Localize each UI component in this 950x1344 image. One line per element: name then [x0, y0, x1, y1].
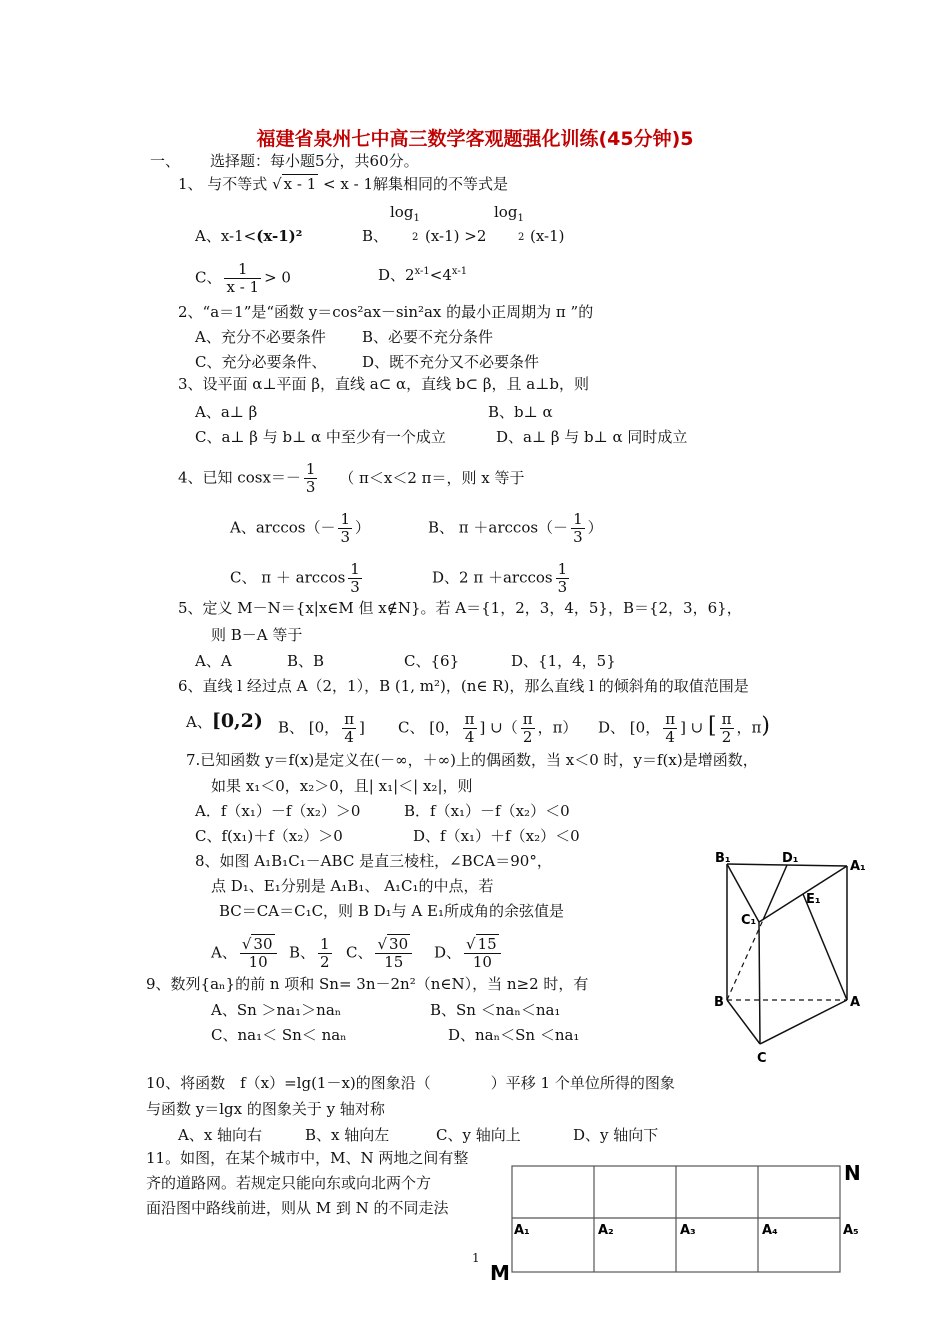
q9-option-c: C、na₁＜ Sn＜ naₙ — [211, 1026, 347, 1044]
q9-option-d: D、naₙ＜Sn ＜na₁ — [448, 1026, 580, 1044]
q9-option-a: A、Sn ＞na₁＞naₙ — [211, 1001, 342, 1019]
q8-option-b: B、 $\frac{1}{2}$ — [289, 935, 330, 971]
q1-log-base-1: 2 — [412, 232, 419, 243]
question-10-stem: 10、将函数 f（x）=lg(1－x)的图象沿（ ）平移 1 个单位所得的图象 — [146, 1074, 675, 1092]
label-m: M — [490, 1261, 510, 1285]
label-d1: D₁ — [782, 851, 799, 866]
q10-option-c: C、y 轴向上 — [436, 1126, 521, 1144]
q2-option-c: C、充分必要条件、 — [195, 353, 327, 371]
q5-option-d: D、{1，4，5} — [511, 652, 616, 670]
q10-option-b: B、x 轴向左 — [305, 1126, 390, 1144]
q5-option-c: C、{6} — [404, 652, 460, 670]
q2-option-b: B、必要不充分条件 — [362, 328, 494, 346]
question-4-stem: 4、已知 cosx＝－ $\frac{1}{3}$ （ π＜x＜2 π＝，则 x 等于 — [178, 460, 525, 496]
q1-option-a: A、x-1<(x-1)² — [195, 227, 303, 245]
q1-log-label-2: $\log_1$ — [494, 203, 524, 224]
q1-option-c: C、 $\frac{1}{x - 1}$ > 0 — [195, 260, 291, 296]
edge-c1-c — [759, 922, 760, 1044]
q8-option-d: D、 $\frac{√ 15}{10}$ — [434, 936, 504, 971]
q4-option-c: C、 π ＋ arccos $\frac{1}{3}$ — [230, 560, 360, 596]
q1-log-base-2: 2 — [518, 232, 525, 243]
q8-option-c: C、 $\frac{√ 30}{15}$ — [346, 936, 415, 971]
q7-option-a: A．f（x₁）－f（x₂）＞0 — [195, 802, 361, 820]
question-3-stem: 3、设平面 α⊥平面 β，直线 a⊂ α，直线 b⊂ β，且 a⊥b，则 — [178, 375, 589, 393]
question-5-stem: 5、定义 M－N＝{x|x∈M 但 x∉N}。若 A＝{1，2，3，4，5}，B＝{2，3，6}， — [178, 599, 742, 617]
question-11-line-3: 面沿图中路线前进，则从 M 到 N 的不同走法 — [146, 1199, 449, 1217]
label-a3-node: A₃ — [680, 1223, 696, 1238]
question-2-stem: 2、“a＝1”是“函数 y＝cos²ax－sin²ax 的最小正周期为 π ”的 — [178, 303, 594, 321]
q7-option-c: C、f(x₁)＋f（x₂）＞0 — [195, 827, 343, 845]
q5-option-a: A、A — [195, 652, 232, 670]
label-a: A — [850, 995, 861, 1010]
question-8-stem-2: 点 D₁、E₁分别是 A₁B₁、 A₁C₁的中点，若 — [211, 877, 494, 895]
section-number: 一、 — [150, 152, 181, 170]
label-a4-node: A₄ — [762, 1223, 778, 1238]
q2-option-a: A、充分不必要条件 — [195, 328, 326, 346]
label-a2-node: A₂ — [598, 1223, 614, 1238]
q6-option-b: B、 [0， $\frac{\pi}{4}$ ] — [278, 710, 365, 746]
question-8-stem: 8、如图 A₁B₁C₁－ABC 是直三棱柱，∠BCA＝90°， — [195, 852, 552, 870]
question-5-stem-2: 则 B－A 等于 — [211, 626, 303, 644]
question-8-stem-3: BC＝CA＝C₁C，则 B D₁与 A E₁所成角的余弦值是 — [219, 902, 564, 920]
q5-option-b: B、B — [287, 652, 325, 670]
q3-option-b: B、b⊥ α — [488, 403, 553, 421]
q8-option-a: A、 $\frac{√ 30}{10}$ — [211, 936, 280, 971]
hidden-segment-b-d1 — [727, 920, 763, 1000]
q1-option-d-log-arg: (x-1) — [530, 227, 565, 245]
q7-option-d: D、f（x₁）＋f（x₂）＜0 — [413, 827, 580, 845]
label-a5-node: A₅ — [843, 1223, 859, 1238]
q1-option-d: D、$2^{x-1}<4^{x-1}$ — [378, 266, 468, 284]
question-9-stem: 9、数列{aₙ}的前 n 项和 Sn= 3n－2n²（n∈N），当 n≥2 时，有 — [146, 975, 589, 993]
question-7-stem: 7.已知函数 y＝f(x)是定义在(－∞，＋∞)上的偶函数，当 x＜0 时，y＝f(x)是增函数， — [186, 751, 758, 769]
q1-option-b: B、 — [362, 227, 389, 245]
q6-option-d: D、 [0， $\frac{\pi}{4}$ ] ∪ [ $\frac{\pi}{2}$ ，π) — [598, 710, 770, 746]
page-number: 1 — [472, 1251, 480, 1265]
q10-option-a: A、x 轴向右 — [178, 1126, 263, 1144]
q3-option-c: C、a⊥ β 与 b⊥ α 中至少有一个成立 — [195, 428, 446, 446]
label-a1: A₁ — [850, 859, 866, 874]
question-6-stem: 6、直线 l 经过点 A（2，1），B (1, m²)，(n∈ R)，那么直线 l 的倾斜角的取值范围是 — [178, 677, 749, 695]
road-grid-figure — [480, 1150, 880, 1344]
label-c1: C₁ — [741, 913, 757, 928]
label-b: B — [714, 995, 724, 1010]
q4-option-d: D、2 π ＋arccos $\frac{1}{3}$ — [432, 560, 568, 596]
label-a1-node: A₁ — [514, 1223, 530, 1238]
edge-c-a — [760, 1000, 847, 1044]
q1-option-b-body: (x-1) >2 — [425, 227, 487, 245]
edge-b-c — [727, 1000, 760, 1044]
question-10-stem-2: 与函数 y＝lgx 的图象关于 y 轴对称 — [146, 1100, 385, 1118]
page-title: 福建省泉州七中高三数学客观题强化训练(45分钟)5 — [256, 128, 694, 150]
label-e1: E₁ — [806, 892, 821, 907]
section-heading: 选择题：每小题5分，共60分。 — [210, 152, 419, 170]
segment-e1-a — [803, 894, 847, 1000]
q7-option-b: B．f（x₁）－f（x₂）＜0 — [404, 802, 570, 820]
q3-option-d: D、a⊥ β 与 b⊥ α 同时成立 — [496, 428, 688, 446]
q2-option-d: D、既不充分又不必要条件 — [362, 353, 540, 371]
q6-option-c: C、 [0， $\frac{\pi}{4}$ ] ∪（ $\frac{\pi}{2}$ ，π） — [398, 710, 578, 746]
q6-option-a: A、[0,2) — [186, 710, 263, 732]
q9-option-b: B、Sn ＜naₙ＜na₁ — [430, 1001, 561, 1019]
prism-figure — [705, 848, 875, 1073]
label-c: C — [757, 1051, 767, 1066]
q4-option-b: B、 π ＋arccos（－ $\frac{1}{3}$ ） — [428, 510, 603, 546]
q3-option-a: A、a⊥ β — [195, 403, 258, 421]
q4-option-a: A、arccos（－ $\frac{1}{3}$ ） — [230, 510, 371, 546]
question-11-line-2: 齐的道路网。若规定只能向东或向北两个方 — [146, 1174, 432, 1192]
question-7-stem-2: 如果 x₁＜0，x₂＞0，且| x₁|＜| x₂|，则 — [211, 777, 473, 795]
label-b1: B₁ — [715, 851, 731, 866]
q1-log-label-1: $\log_1$ — [390, 203, 420, 224]
label-n: N — [844, 1161, 861, 1185]
question-11-line-1: 11。如图，在某个城市中，M、N 两地之间有整 — [146, 1149, 469, 1167]
q10-option-d: D、y 轴向下 — [573, 1126, 659, 1144]
question-1-stem: 1、 与不等式 √ x - 1 < x - 1解集相同的不等式是 — [178, 175, 509, 193]
